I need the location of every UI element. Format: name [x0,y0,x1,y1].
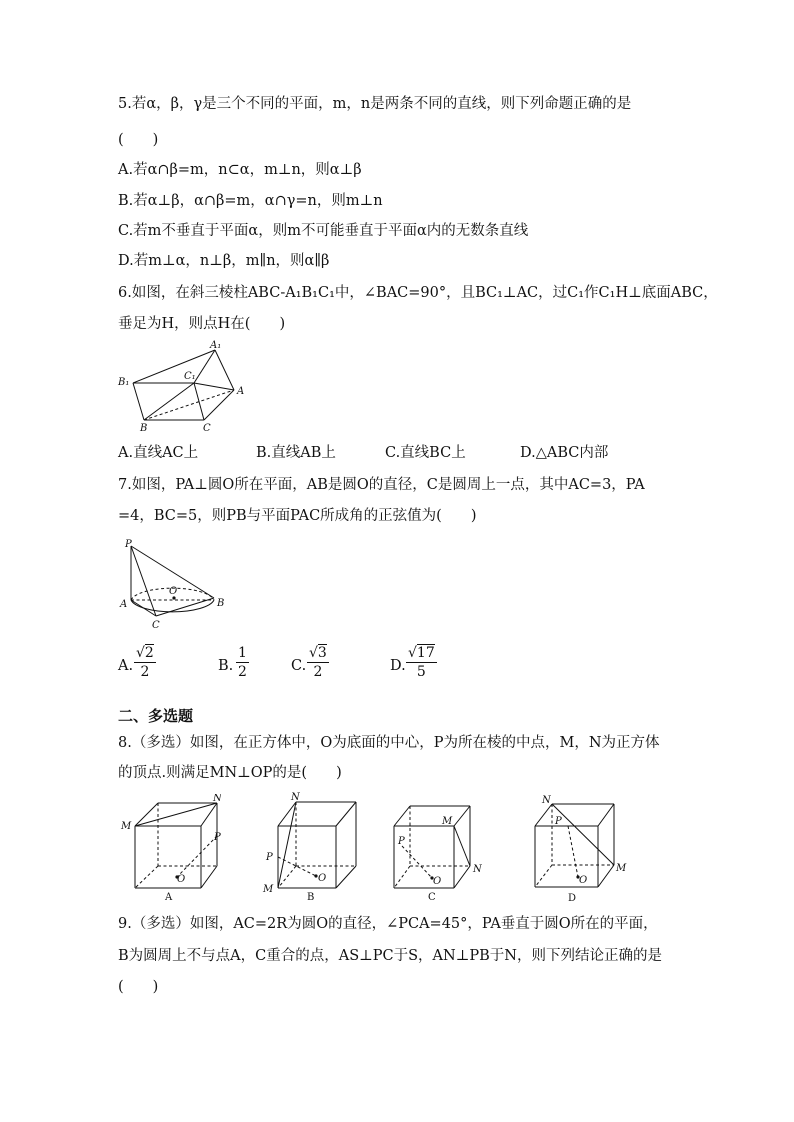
q8-cube-figure-a [115,794,225,902]
q6-label-c1: C₁ [184,371,196,382]
q8c-label-m: M [442,816,453,827]
q6-label-c: C [203,423,211,433]
q6-label-b: B [140,423,148,433]
q7-option-b-letter: B. [218,658,234,674]
q7-option-c-num: 3 [317,645,327,661]
q8b-label-o: O [318,873,327,884]
q8-cube-figure-c [384,800,494,902]
q6-option-c: C.直线BC上 [385,445,466,461]
q8-caption-c: C [428,892,436,902]
q7-label-p: P [125,539,132,550]
q8-stem-line1: 8.（多选）如图，在正方体中，O为底面的中心，P为所在棱的中点，M，N为正方体 [118,735,660,751]
q6-stem-line1: 6.如图，在斜三棱柱ABC-A₁B₁C₁中，∠BAC=90°，且BC₁⊥AC，过C₁作C₁H⊥底面ABC， [118,285,718,301]
q8-caption-d: D [568,893,577,903]
q5-option-a: A.若α∩β=m，n⊂α，m⊥n，则α⊥β [118,162,362,178]
q5-option-c: C.若m不垂直于平面α，则m不可能垂直于平面α内的无数条直线 [118,223,529,239]
q6-label-a1: A₁ [210,340,222,351]
q7-option-c-fraction: $\frac{√3}{2}$ [309,645,327,680]
q7-label-o: O [169,586,178,597]
q8-cube-figure-d [530,795,640,903]
q7-option-c-letter: C. [291,658,307,674]
q7-option-b-num: 1 [238,645,247,661]
q5-option-d: D.若m⊥α，n⊥β，m∥n，则α∥β [118,253,330,269]
q7-label-b: B [217,598,225,609]
q8b-label-p: P [266,852,273,863]
q6-option-b: B.直线AB上 [256,445,336,461]
q8d-label-o: O [579,875,588,886]
section-heading: 二、多选题 [118,707,194,725]
q7-option-d-fraction: $\frac{√17}{5}$ [408,645,435,680]
q6-option-a: A.直线AC上 [118,445,199,461]
q7-option-b-den: 2 [238,664,247,680]
q8-cube-figure-b [258,790,363,902]
q7-option-d-letter: D. [390,658,406,674]
q8d-label-m: M [616,863,627,874]
q8c-label-n: N [473,864,482,875]
q7-option-a-num: 2 [144,645,154,661]
q7-cone-figure [112,536,237,632]
q6-option-d: D.△ABC内部 [520,445,609,461]
q8b-label-n: N [291,792,300,803]
q7-option-d-den: 5 [416,664,426,680]
q8a-label-n: N [213,794,222,804]
q8a-label-m: M [121,821,132,832]
q9-stem-line1: 9.（多选）如图，AC=2R为圆O的直径，∠PCA=45°，PA垂直于圆O所在的平面， [118,916,658,932]
q8d-label-p: P [555,816,562,827]
q7-option-d-num: 17 [416,645,435,661]
q5-stem: 5.若α，β，γ是三个不同的平面，m，n是两条不同的直线，则下列命题正确的是 [118,96,632,112]
q7-option-c-den: 2 [313,664,323,680]
q7-stem-line2: =4，BC=5，则PB与平面PAC所成角的正弦值为( ) [118,508,477,524]
q8-caption-a: A [165,892,173,902]
q8-caption-b: B [307,892,315,902]
q7-option-a-letter: A. [118,658,134,674]
q9-stem-line2: B为圆周上不与点A，C重合的点，AS⊥PC于S，AN⊥PB于N，则下列结论正确的是 [118,948,662,964]
q8a-label-p: P [214,832,221,843]
q7-label-c: C [152,620,160,631]
q7-option-a-fraction: $\frac{√2}{2}$ [136,645,154,680]
q6-label-a: A [237,386,245,397]
q6-prism-figure [112,338,247,433]
q8a-label-o: O [177,874,186,885]
q8c-label-o: O [433,876,442,887]
q8d-label-n: N [542,795,551,806]
q9-answer-paren: ( ) [118,979,159,995]
q7-label-a: A [120,599,128,610]
q7-option-a-den: 2 [140,664,150,680]
q8b-label-m: M [263,884,274,895]
q8c-label-p: P [398,836,405,847]
q6-stem-line2: 垂足为H，则点H在( ) [118,316,286,332]
q5-option-b: B.若α⊥β，α∩β=m，α∩γ=n，则m⊥n [118,193,383,209]
q7-stem-line1: 7.如图，PA⊥圆O所在平面，AB是圆O的直径，C是圆周上一点，其中AC=3，PA [118,477,645,493]
q8-stem-line2: 的顶点.则满足MN⊥OP的是( ) [118,765,342,781]
q5-answer-paren: ( ) [118,132,159,148]
q7-option-b-fraction [236,645,249,681]
q6-label-b1: B₁ [118,377,130,388]
